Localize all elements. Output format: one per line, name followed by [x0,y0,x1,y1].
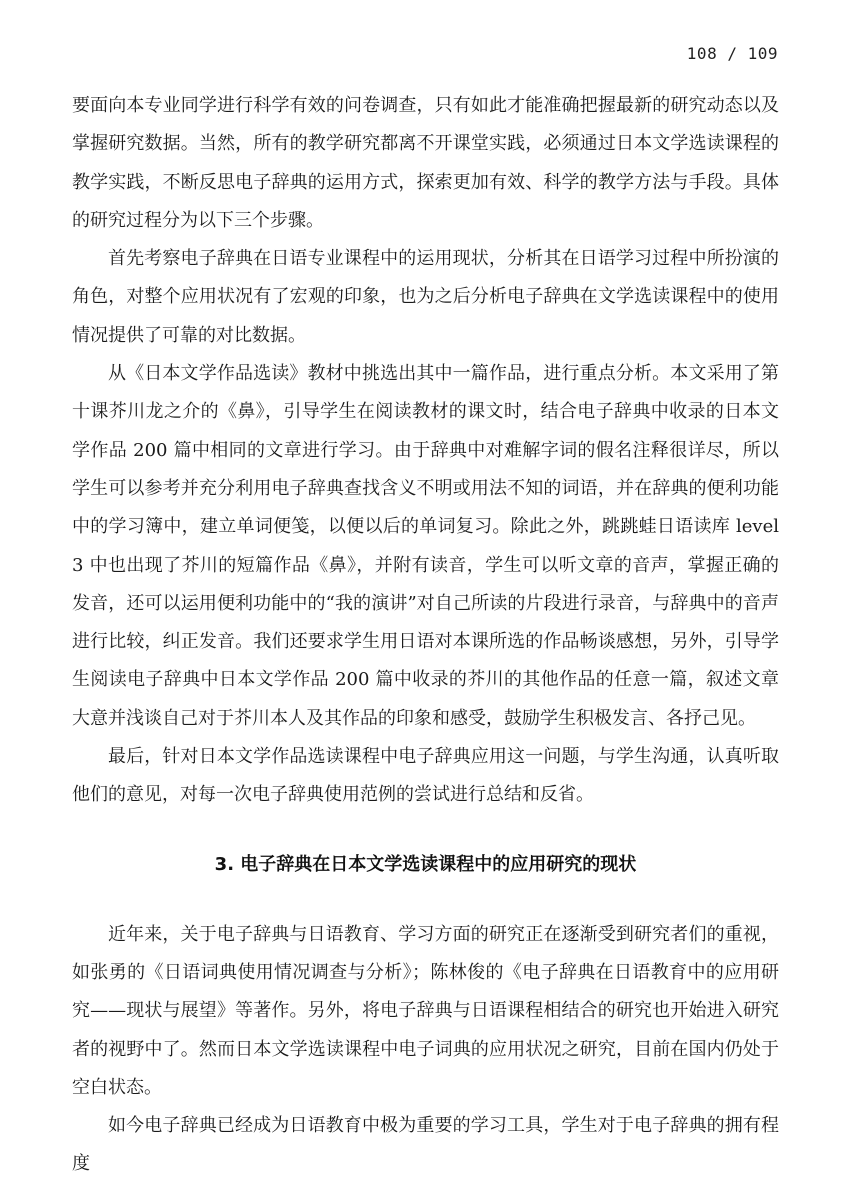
paragraph-research-status: 近年来，关于电子辞典与日语教育、学习方面的研究正在逐渐受到研究者们的重视，如张勇的《日语词典使用情况调查与分析》；陈林俊的《电子辞典在日语教育中的应用研究——现状与展望》等著作。另外，将电子辞典与日语课程相结合的研究也开始进入研究者的视野中了。然而日本文学选读课程中电子词典的应用状况之研究，目前在国内仍处于空白状态。 [72,923,779,1098]
section-heading: 3. 电子辞典在日本文学选读课程中的应用研究的现状 [214,853,637,875]
paragraph-step-one: 首先考察电子辞典在日语专业课程中的运用现状，分析其在日语学习过程中所扮演的角色，对整个应用状况有了宏观的印象，也为之后分析电子辞典在文学选读课程中的使用情况提供了可靠的对比数据。 [72,248,779,346]
page-number: 108 / 109 [686,44,778,63]
paragraph-continuation: 要面向本专业同学进行科学有效的问卷调查，只有如此才能准确把握最新的研究动态以及掌握研究数据。当然，所有的教学研究都离不开课堂实践，必须通过日本文学选读课程的教学实践，不断反思电子辞典的运用方式，探索更加有效、科学的教学方法与手段。具体的研究过程分为以下三个步骤。 [72,95,779,231]
paragraph-step-two: 从《日本文学作品选读》教材中挑选出其中一篇作品，进行重点分析。本文采用了第十课芥川龙之介的《鼻》，引导学生在阅读教材的课文时，结合电子辞典中收录的日本文学作品 200 篇中相同的文章进行学习。由于辞典中对难解字词的假名注释很详尽，所以学生可以参考并充分利用电子辞典查找含义不明或用法不知的词语，并在辞典的便利功能中的学习簿中，建立单词便笺，以便以后的单词复习。除此之外，跳跳蛙日语读库 level 3 中也出现了芥川的短篇作品《鼻》，并附有读音，学生可以听文章的音声，掌握正确的发音，还可以运用便利功能中的“我的演讲”对自己所读的片段进行录音，与辞典中的音声进行比较，纠正发音。我们还要求学生用日语对本课所选的作品畅谈感想，另外，引导学生阅读电子辞典中日本文学作品 200 篇中收录的芥川的其他作品的任意一篇，叙述文章大意并浅谈自己对于芥川本人及其作品的印象和感受，鼓励学生积极发言、各抒己见。 [72,363,779,729]
paragraph-step-three: 最后，针对日本文学作品选读课程中电子辞典应用这一问题，与学生沟通，认真听取他们的意见，对每一次电子辞典使用范例的尝试进行总结和反省。 [72,746,779,806]
paragraph-ownership: 如今电子辞典已经成为日语教育中极为重要的学习工具，学生对于电子辞典的拥有程度 [72,1115,779,1175]
document-body [72,87,779,1184]
